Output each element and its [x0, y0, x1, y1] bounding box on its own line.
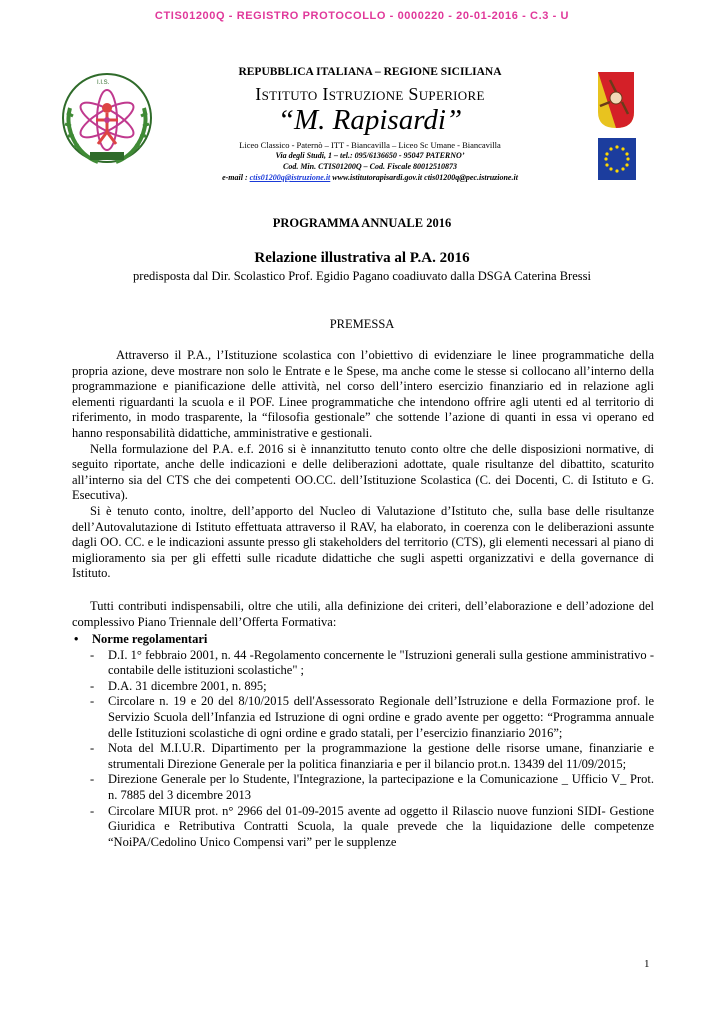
- relazione-subtitle: predisposta dal Dir. Scolastico Prof. Egidio Pagano coadiuvato dalla DSGA Caterina Bressi: [133, 269, 591, 283]
- page-number: 1: [644, 958, 650, 970]
- list-item-text: Direzione Generale per lo Studente, l'Integrazione, la partecipazione e la Comunicazione _ Ufficio V_ Prot. n. 7885 del 3 dicembre 2013: [108, 772, 654, 803]
- section-title: Norme regolamentari: [92, 632, 208, 647]
- email-label: e-mail :: [222, 173, 248, 182]
- email-rest: www.istitutorapisardi.gov.it ctis01200q@pec.istruzione.it: [332, 173, 518, 182]
- header-codes: Cod. Min. CTIS01200Q – Cod. Fiscale 80012510873: [282, 162, 457, 171]
- list-item-text: Nota del M.I.U.R. Dipartimento per la programmazione la gestione delle risorse umane, finanziarie e strumentali Direzione Generale per la politica finanziaria e per il bilancio prot.n. 13439 del 11/09/2015;: [108, 741, 654, 771]
- list-item: [72, 679, 654, 695]
- eu-flag-icon: [598, 138, 636, 180]
- dash-marker: -: [90, 678, 95, 693]
- premessa-heading: PREMESSA: [329, 317, 395, 331]
- dash-marker: -: [90, 647, 95, 662]
- paragraph: Si è tenuto conto, inoltre, dell’apporto del Nucleo di Valutazione d’Istituto che, sulla base delle risultanze dell’Autovalutazione di Istituto effettuata attraverso il RAV, ha elaborato, in coerenza con le deliberazioni assunte dagli OO. CC. e le indicazioni assunte presso gli stakeholders del territorio (CTS), gli elementi necessari al piano di miglioramento sia per gli effetti sulle ricadute didattiche che sugli aspetti organizzativi e della governance di Istituto.: [72, 503, 654, 581]
- crest-label: I.I.S.: [97, 80, 110, 86]
- header-address: Via degli Studi, 1 – tel.: 095/6136650 - 95047 PATERNO’: [275, 151, 465, 160]
- header-republic: REPUBBLICA ITALIANA – REGIONE SICILIANA: [238, 66, 502, 78]
- dash-marker: -: [90, 772, 95, 787]
- list-item: [72, 804, 654, 851]
- dash-marker: -: [90, 741, 95, 756]
- paragraph: Attraverso il P.A., l’Istituzione scolastica con l’obiettivo di evidenziare le linee programmatiche della propria azione, deve mostrare non solo le Entrate e le Spese, ma anche come le stesse si collocano all’interno della programmazione e pianificazione delle attività, nel corso dell’intero esercizio finanziario ed in relazione agli elementi riguardanti la scuola e il POF. Linee programmatiche che intendono offrire agli utenti ed al territorio di riferimento, in modo trasparente, la “filosofia gestionale” che sottende l’azione di quanti in essa vi operano ed hanno responsabilità didattiche, amministrative e gestionali.: [72, 348, 654, 440]
- list-item-text: D.A. 31 dicembre 2001, n. 895;: [108, 678, 267, 693]
- paragraph: Tutti contributi indispensabili, oltre che utili, alla definizione dei criteri, dell’elaborazione e dell’adozione del complessivo Piano Triennale dell’Offerta Formativa:: [72, 598, 654, 629]
- header-school-name: “M. Rapisardi”: [277, 104, 463, 136]
- section-norme: [72, 632, 654, 648]
- dash-marker: -: [90, 803, 95, 818]
- protocol-stamp: CTIS01200Q - REGISTRO PROTOCOLLO - 0000220 - 20-01-2016 - C.3 - U: [154, 10, 570, 22]
- list-item: [72, 772, 654, 803]
- dash-marker: -: [90, 694, 95, 709]
- sicily-flag-icon: [598, 72, 634, 128]
- list-item-text: D.I. 1° febbraio 2001, n. 44 -Regolamento concernente le "Istruzioni generali sulla gestione amministrativo - contabile delle istituzioni scolastiche" ;: [108, 647, 654, 678]
- relazione-title: Relazione illustrativa al P.A. 2016: [254, 250, 470, 266]
- header-email-line: [160, 173, 580, 182]
- bullet-icon: •: [74, 632, 79, 647]
- list-item: [72, 741, 654, 772]
- list-item: [72, 648, 654, 679]
- program-title: PROGRAMMA ANNUALE 2016: [272, 216, 452, 230]
- document-body: [72, 348, 654, 850]
- norme-list: [72, 648, 654, 851]
- header-istituto: Istituto Istruzione Superiore: [255, 84, 485, 104]
- email-link[interactable]: ctis01200q@istruzione.it: [249, 173, 331, 182]
- paragraph: Nella formulazione del P.A. e.f. 2016 si è innanzitutto tenuto conto oltre che delle disposizioni normative, di seguito riportate, anche delle indicazioni e delle deliberazioni adottate, quale risultanze del dibattito, scaturito all’interno sia del CTS che dei competenti OO.CC. dell’Istituzione Scolastica (C. dei Docenti, C. di Istituto e G. Esecutiva).: [72, 441, 654, 503]
- list-item-text: Circolare n. 19 e 20 del 8/10/2015 dell'Assessorato Regionale dell’Istruzione e della Formazione prof. le Servizio Scuola dell’Infanzia ed Istruzione di ogni ordine e grado avente per oggetto: “Programma annuale delle Istituzioni scolastiche di ogni ordine e grado statali, per l’esercizio finanziario 2016”;: [108, 694, 654, 740]
- list-item-text: Circolare MIUR prot. n° 2966 del 01-09-2015 avente ad oggetto il Rilascio nuove funzioni SIDI- Gestione Giuridica e Retributiva Contratti Scuola, la quale prevede che la liquidazione delle competenze “NoiPA/Cedolino Unico Compensi vari” per le supplenze: [108, 803, 654, 849]
- list-item: [72, 694, 654, 741]
- header-licei: Liceo Classico - Paternò – ITT - Biancavilla – Liceo Sc Umane - Biancavilla: [239, 140, 501, 150]
